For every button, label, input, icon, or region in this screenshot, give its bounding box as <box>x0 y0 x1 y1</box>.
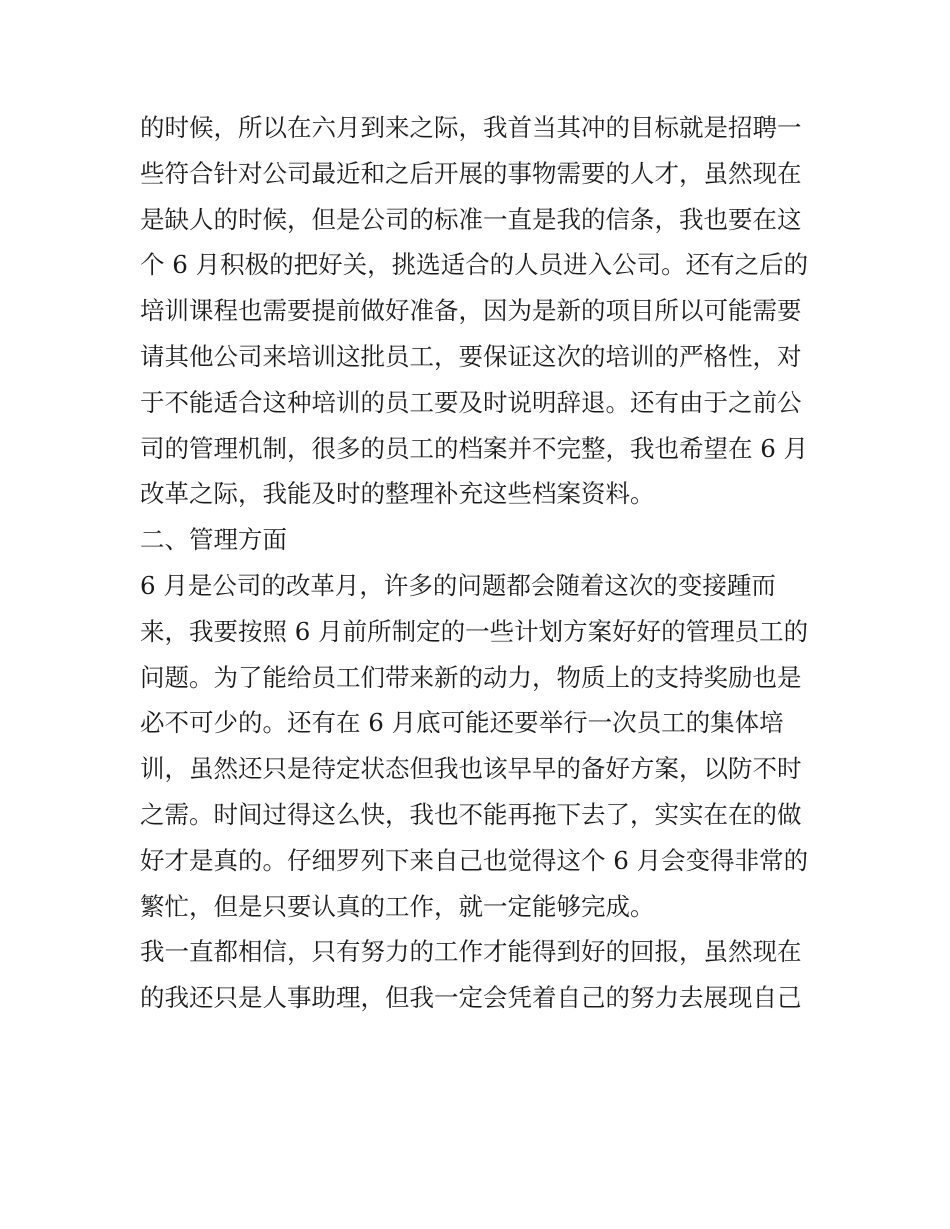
text-line: 的我还只是人事助理，但我一定会凭着自己的努力去展现自己 <box>140 983 802 1013</box>
text-line: 于不能适合这种培训的员工要及时说明辞退。还有由于之前公 <box>140 387 802 417</box>
text-line: 来，我要按照 6 月前所制定的一些计划方案好好的管理员工的 <box>140 616 809 646</box>
text-line: 训，虽然还只是待定状态但我也该早早的备好方案，以防不时 <box>140 754 802 784</box>
text-line: 好才是真的。仔细罗列下来自己也觉得这个 6 月会变得非常的 <box>140 845 809 875</box>
text-line: 改革之际，我能及时的整理补充这些档案资料。 <box>140 479 655 509</box>
section-heading: 二、管理方面 <box>140 525 287 555</box>
text-line: 6 月是公司的改革月，许多的问题都会随着这次的变接踵而 <box>140 570 776 600</box>
text-line: 的时候，所以在六月到来之际，我首当其冲的目标就是招聘一 <box>140 113 802 142</box>
text-line: 我一直都相信，只有努力的工作才能得到好的回报，虽然现在 <box>140 937 802 967</box>
text-line: 繁忙，但是只要认真的工作，就一定能够完成。 <box>140 891 655 921</box>
text-line: 是缺人的时候，但是公司的标准一直是我的信条，我也要在这 <box>140 204 802 234</box>
text-line: 请其他公司来培训这批员工，要保证这次的培训的严格性，对 <box>140 341 802 371</box>
text-line: 之需。时间过得这么快，我也不能再拖下去了，实实在在的做 <box>140 799 802 829</box>
text-line: 司的管理机制，很多的员工的档案并不完整，我也希望在 6 月 <box>140 433 809 463</box>
text-line: 个 6 月积极的把好关，挑选适合的人员进入公司。还有之后的 <box>140 250 809 280</box>
text-line: 些符合针对公司最近和之后开展的事物需要的人才，虽然现在 <box>140 158 802 188</box>
text-line: 培训课程也需要提前做好准备，因为是新的项目所以可能需要 <box>140 296 802 326</box>
text-line: 问题。为了能给员工们带来新的动力，物质上的支持奖励也是 <box>140 662 802 692</box>
document-body <box>140 105 820 1021</box>
text-line: 必不可少的。还有在 6 月底可能还要举行一次员工的集体培 <box>140 708 784 738</box>
